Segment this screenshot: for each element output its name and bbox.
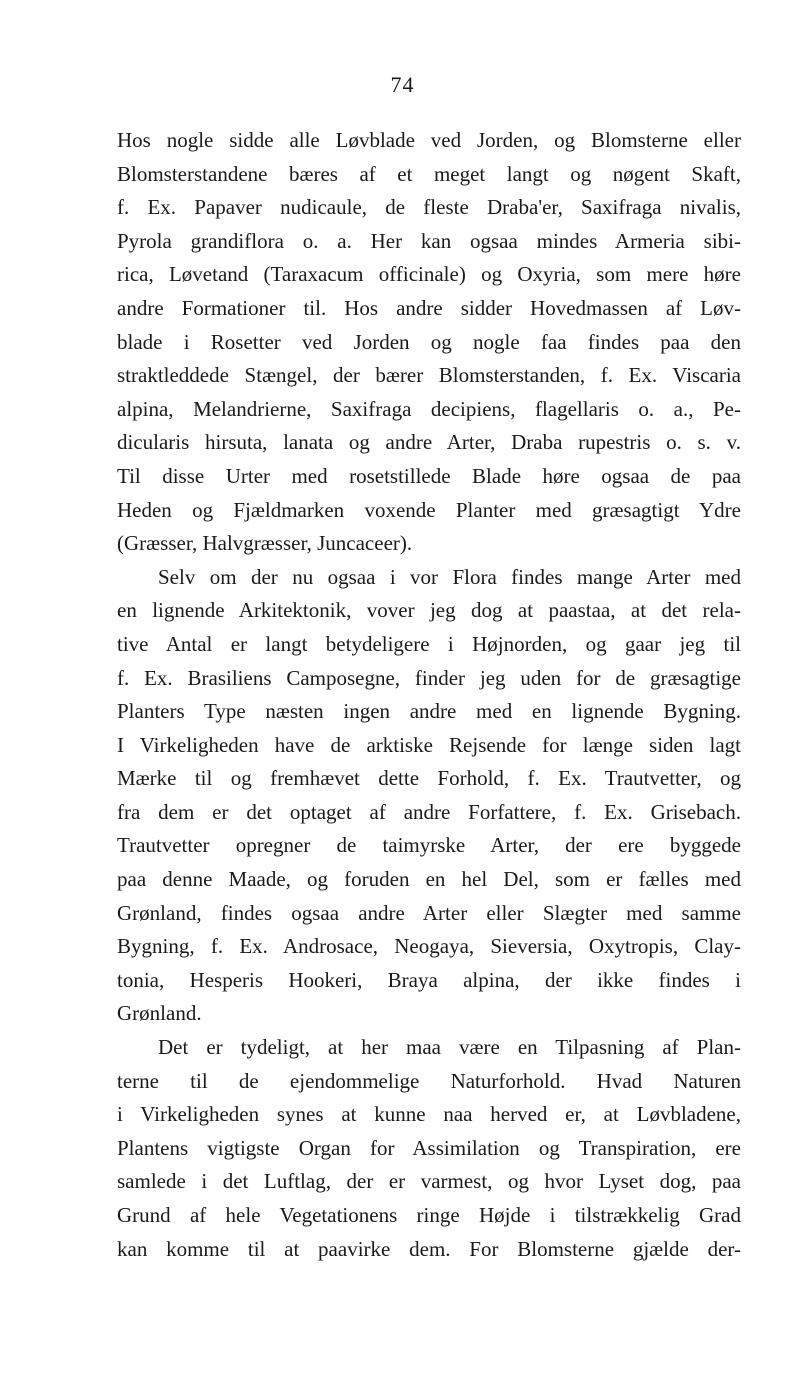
body-text (117, 124, 741, 1266)
text-line: fra dem er det optaget af andre Forfattere, f. Ex. Grisebach. (117, 799, 741, 824)
paragraph-1 (117, 124, 741, 561)
text-line: (Græsser, Halvgræsser, Juncaceer). (117, 531, 413, 556)
text-line: Hos nogle sidde alle Løvblade ved Jorden, og Blomsterne eller (117, 128, 741, 152)
text-line: Planters Type næsten ingen andre med en lignende Bygning. (117, 699, 741, 724)
text-line: Mærke til og fremhævet dette Forhold, f. Ex. Trautvetter, og (117, 766, 741, 791)
text-line: Plantens vigtigste Organ for Assimilation og Transpiration, ere (117, 1135, 741, 1160)
text-line: Heden og Fjældmarken voxende Planter med græsagtigt Ydre (117, 497, 741, 522)
paragraph-3 (117, 1031, 741, 1266)
text-line: f. Ex. Brasiliens Camposegne, finder jeg uden for de græsagtige (117, 665, 741, 690)
page-number: 74 (390, 72, 415, 97)
text-line: blade i Rosetter ved Jorden og nogle faa findes paa den (117, 329, 741, 354)
text-line: f. Ex. Papaver nudicaule, de fleste Draba'er, Saxifraga nivalis, (117, 195, 741, 220)
text-line: Det er tydeligt, at her maa være en Tilpasning af Plan- (158, 1035, 741, 1060)
text-line: Grønland, findes ogsaa andre Arter eller Slægter med samme (117, 900, 741, 925)
text-line: Blomsterstandene bæres af et meget langt og nøgent Skaft, (117, 161, 741, 186)
text-line: dicularis hirsuta, lanata og andre Arter, Draba rupestris o. s. v. (117, 430, 741, 455)
text-line: Trautvetter opregner de taimyrske Arter, der ere byggede (117, 833, 741, 858)
text-line: i Virkeligheden synes at kunne naa herved er, at Løvbladene, (117, 1102, 741, 1127)
text-line: rica, Løvetand (Taraxacum officinale) og Oxyria, som mere høre (117, 262, 741, 287)
text-line: Pyrola grandiflora o. a. Her kan ogsaa mindes Armeria sibi- (117, 228, 741, 253)
text-line: andre Formationer til. Hos andre sidder Hovedmassen af Løv- (117, 295, 741, 320)
text-line: kan komme til at paavirke dem. For Blomsterne gjælde der- (117, 1236, 741, 1261)
text-line: Bygning, f. Ex. Androsace, Neogaya, Sieversia, Oxytropis, Clay- (117, 934, 741, 959)
text-line: Grund af hele Vegetationens ringe Højde i tilstrækkelig Grad (117, 1203, 741, 1227)
text-line: I Virkeligheden have de arktiske Rejsende for længe siden lagt (117, 732, 741, 757)
text-line: tive Antal er langt betydeligere i Højnorden, og gaar jeg til (117, 631, 741, 656)
text-line: terne til de ejendommelige Naturforhold. Hvad Naturen (117, 1068, 741, 1093)
text-line: alpina, Melandrierne, Saxifraga decipiens, flagellaris o. a., Pe- (117, 396, 741, 421)
paragraph-2 (117, 561, 741, 1031)
text-line: straktleddede Stængel, der bærer Blomsterstanden, f. Ex. Viscaria (117, 363, 741, 388)
text-line: Grønland. (117, 1001, 202, 1026)
text-line: Selv om der nu ogsaa i vor Flora findes mange Arter med (158, 564, 741, 589)
text-line: tonia, Hesperis Hookeri, Braya alpina, der ikke findes i (117, 967, 741, 992)
text-line: en lignende Arkitektonik, vover jeg dog at paastaa, at det rela- (117, 598, 741, 623)
text-line: Til disse Urter med rosetstillede Blade høre ogsaa de paa (117, 463, 741, 488)
text-line: samlede i det Luftlag, der er varmest, og hvor Lyset dog, paa (117, 1169, 741, 1194)
text-line: paa denne Maade, og foruden en hel Del, som er fælles med (117, 867, 741, 892)
